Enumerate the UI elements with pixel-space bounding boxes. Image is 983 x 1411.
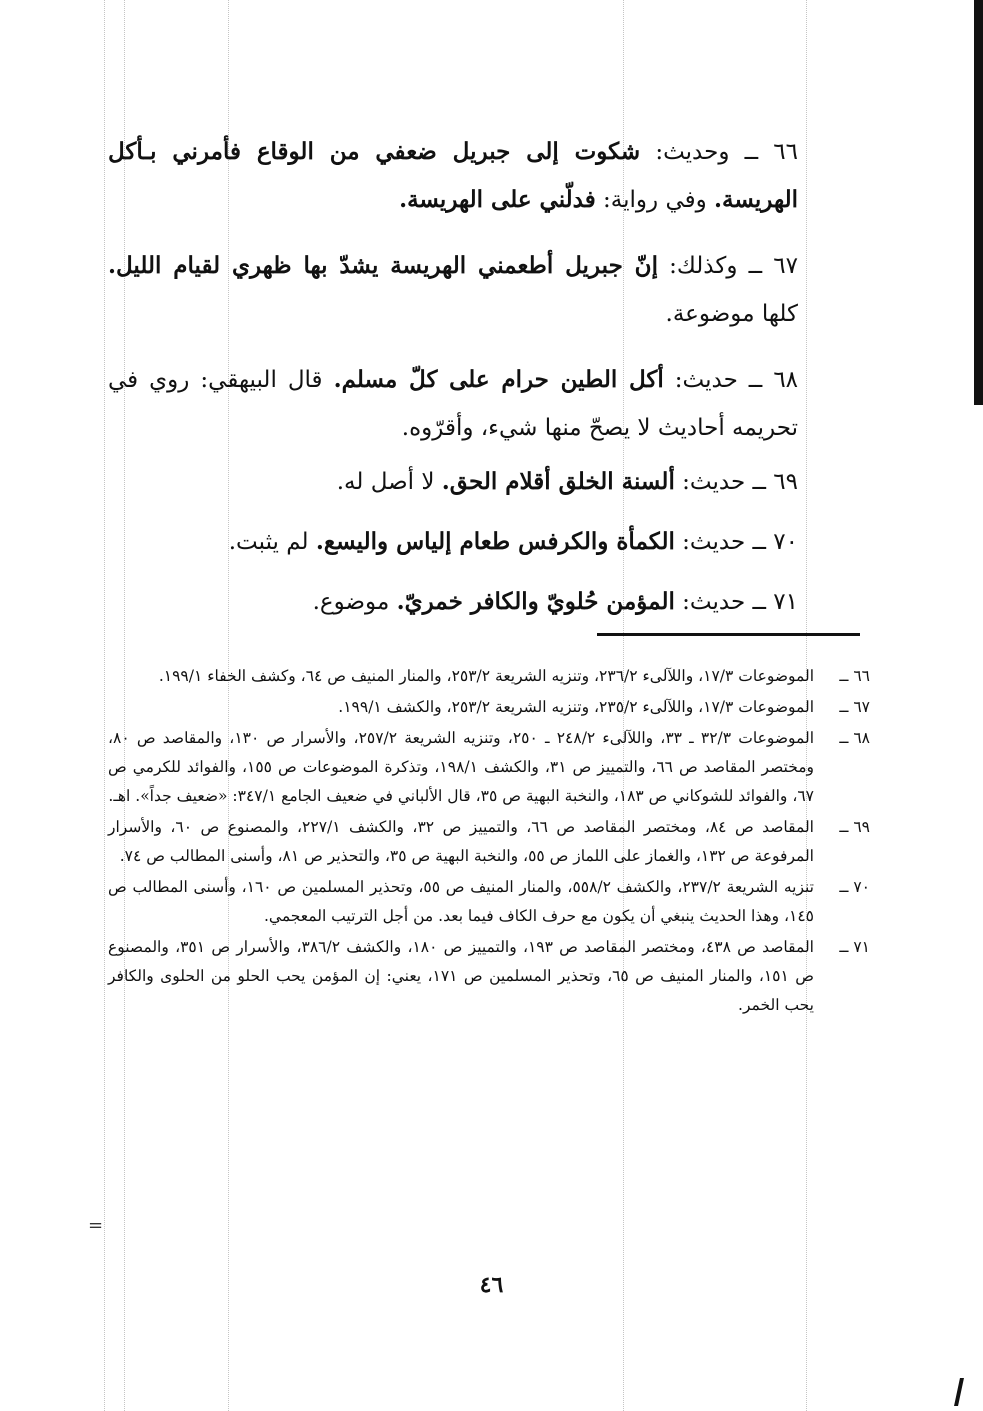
scan-edge-bar [974,0,983,405]
hadith-text: إنّ جبريل أطعمني الهريسة يشدّ بها ظهري لقيام الليل. [108,252,658,279]
entry-comment: موضوع. [312,589,390,615]
entry-number: ٦٧ [773,253,798,279]
footnote-text: المقاصد ص ٤٣٨، ومختصر المقاصد ص ١٩٣، والتمييز ص ١٨٠، والكشف ٣٨٦/٢، والأسرار ص ٣٥١، والمصنوع ص ١٥١، والمنار المنيف ص ٦٥، وتحذير المسلمين ص ١٧١، يعني: إن المؤمن يحب الحلو من الحلوى والكافر يحب الخمر. [108,938,814,1014]
entry-number: ٦٩ [773,469,798,495]
hadith-entry-70 [108,518,798,566]
footnote-66 [108,662,870,691]
scan-line [104,0,105,1411]
entry-number: ٧٠ [773,529,798,555]
hadith-text: الكمأة والكرفس طعام إلياس واليسع. [315,528,675,555]
footnote-text: الموضوعات ١٧/٣، واللآلىء ٢٣٦/٢، وتنزيه الشريعة ٢٥٣/٢، والمنار المنيف ص ٦٤، وكشف الخفاء ١٩٩/١. [158,667,814,685]
footnote-text: الموضوعات ١٧/٣، واللآلىء ٢٣٥/٢، وتنزيه الشريعة ٢٥٣/٢، والكشف ١٩٩/١. [338,698,814,716]
entry-comment: كلها موضوعة. [665,301,798,327]
footnote-number: ٦٦ ــ [839,667,870,685]
hadith-entry-68 [108,356,798,452]
footnote-71 [108,933,870,1020]
footnote-separator [597,633,860,636]
footnote-67 [108,693,870,722]
hadith-entry-66 [108,128,798,224]
hadith-text: المؤمن حُلويّ والكافر خمريّ. [396,588,675,615]
hadith-entry-67 [108,242,798,338]
hadith-entry-71 [108,578,798,626]
footnote-68 [108,724,870,811]
footnotes [108,662,870,1022]
hadith-text: شكوت إلى جبريل ضعفي من الوقاع فأمرني بـأكل الهريسة. [108,138,798,213]
entry-comment: وفي رواية: [595,187,707,213]
entry-intro: ــ حديث: [674,529,766,555]
footnote-number: ٦٧ ــ [839,698,870,716]
hadith-text: أكل الطين حرام على كلّ مسلم. [333,366,664,393]
entry-comment: لم يثبت. [228,529,309,555]
hadith-entry-69 [108,458,798,506]
footnote-number: ٧٠ ــ [839,878,870,896]
footnote-number: ٦٨ ــ [839,729,870,747]
footnote-69 [108,813,870,871]
footnote-70 [108,873,870,931]
hadith-text: ألسنة الخلق أقلام الحق. [441,468,675,495]
footnote-text: تنزيه الشريعة ٢٣٧/٢، والكشف ٥٥٨/٢، والمنار المنيف ص ٥٥، وتحذير المسلمين ص ١٦٠، وأسنى المطالب ص ١٤٥، وهذا الحديث ينبغي أن يكون مع حرف الكاف فيما بعد. من أجل الترتيب المعجمي. [108,878,814,925]
margin-mark: = [88,1215,104,1236]
hadith-text-variant: فدلّني على الهريسة. [399,186,596,213]
footnote-text: الموضوعات ٣٢/٣ ـ ٣٣، واللآلىء ٢٤٨/٢ ـ ٢٥٠، وتنزيه الشريعة ٢٥٧/٢، والأسرار ص ١٣٠، والمقاصد ص ٨٠، ومختصر المقاصد ص ٦٦، والتمييز ص ٣١، والكشف ١٩٨/١، وتذكرة الموضوعات ص ١٥٥، والفوائد للكرمي ص ٦٧، والفوائد للشوكاني ص ١٨٣، والنخبة البهية ص ٣٥، قال الألباني في ضعيف الجامع ٣٤٧/١: «ضعيف جداً». اهـ. [108,729,815,805]
entry-number: ٦٨ [773,367,799,393]
entry-intro: ــ وكذلك: [657,253,763,279]
footnote-text: المقاصد ص ٨٤، ومختصر المقاصد ص ٦٦، والتمييز ص ٣٢، والكشف ٢٢٧/١، والمصنوع ص ٦٠، والأسرار المرفوعة ص ١٣٢، والغماز على اللماز ص ٥٥، والنخبة البهية ص ٣٥، والتحذير ص ٨١، وأسنى المطالب ص ٧٤. [108,818,814,865]
entry-intro: ــ حديث: [674,589,766,615]
entry-comment: لا أصل له. [336,469,435,495]
entry-intro: ــ حديث: [663,367,763,393]
entry-intro: ــ حديث: [674,469,766,495]
footnote-number: ٧١ ــ [839,938,870,956]
footnote-number: ٦٩ ــ [839,818,870,836]
main-text [108,128,798,626]
entry-intro: ــ وحديث: [640,139,759,165]
entry-number: ٦٦ [773,139,798,165]
entry-comment: قال البيهقي: روي في تحريمه أحاديث لا يصحّ منها شيء، وأقرّوه. [108,367,798,441]
page-number: ٤٦ [479,1272,504,1298]
scan-edge-mark [954,1378,964,1406]
entry-number: ٧١ [773,589,798,615]
